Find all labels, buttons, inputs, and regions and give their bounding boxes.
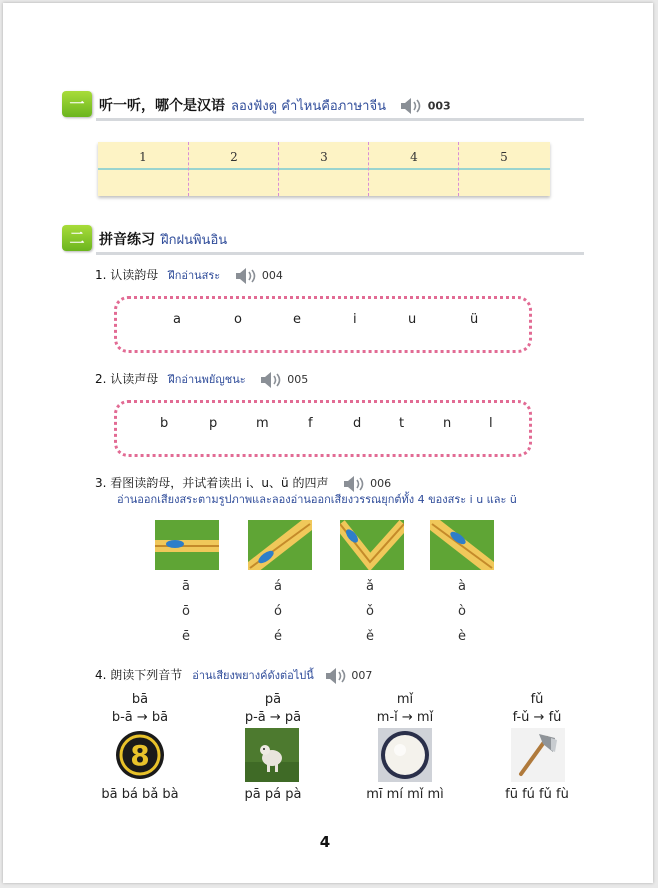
tone-vowel: ě xyxy=(366,629,374,644)
dog-photo xyxy=(245,728,299,782)
vowel-letter: a xyxy=(173,312,181,327)
syllable-top: fǔ xyxy=(530,692,544,707)
tone-vowel: ǒ xyxy=(366,604,374,619)
vowel-box xyxy=(114,296,532,353)
tone-vowel: ō xyxy=(182,604,190,619)
syllable-mi xyxy=(345,691,465,727)
consonant-letter: p xyxy=(209,416,218,431)
part-label: 1. 认读韵母 xyxy=(95,268,159,282)
syllable-rule: p-ā → pā xyxy=(244,710,302,725)
syllable-tones: mī mí mǐ mì xyxy=(366,787,444,802)
divider xyxy=(96,252,584,255)
tone-vowel: ò xyxy=(458,604,466,619)
speaker-icon[interactable] xyxy=(399,97,423,115)
answer-cell[interactable] xyxy=(278,142,369,196)
consonant-letter: t xyxy=(399,416,405,431)
answer-number: 2 xyxy=(230,150,238,164)
syllable-top: mǐ xyxy=(396,692,414,707)
part-thai: ฝึกอ่านสระ xyxy=(168,269,221,282)
falling-road-icon xyxy=(430,520,494,570)
part-label: 4. 朗读下列音节 xyxy=(95,668,183,682)
audio-track-number: 005 xyxy=(287,373,309,386)
tone-vowel: á xyxy=(274,579,282,594)
part-thai: อ่านเสียงพยางค์ดังต่อไปนี้ xyxy=(192,669,314,682)
vowel-letter: e xyxy=(293,312,301,327)
syllable-ba xyxy=(80,691,200,727)
consonant-letter: d xyxy=(353,416,362,431)
vowel-letter: u xyxy=(408,312,417,327)
page-number: 4 xyxy=(319,833,331,851)
consonant-letter: l xyxy=(489,416,493,431)
syllable-rule: m-ǐ → mǐ xyxy=(376,710,434,725)
audio-track-number: 003 xyxy=(427,99,451,113)
audio-track-number: 006 xyxy=(370,477,392,490)
speaker-icon[interactable] xyxy=(234,267,258,285)
title-chinese: 拼音练习 xyxy=(99,232,155,248)
section-title xyxy=(99,95,451,116)
syllable-tones: fū fú fǔ fù xyxy=(505,787,569,802)
part-4-heading xyxy=(95,666,372,685)
syllable-top: pā xyxy=(264,692,282,707)
answer-number: 1 xyxy=(139,150,147,164)
answer-cell[interactable] xyxy=(188,142,279,196)
answer-cell[interactable] xyxy=(98,142,188,196)
title-chinese: 听一听，哪个是汉语 xyxy=(99,98,225,114)
answer-strip xyxy=(98,142,550,196)
part-thai: ฝึกอ่านพยัญชนะ xyxy=(168,373,246,386)
syllable-tones: pā pá pà xyxy=(244,787,302,802)
rice-bowl-photo xyxy=(378,728,432,782)
rising-road-icon xyxy=(248,520,312,570)
tone-vowel: ǎ xyxy=(366,579,374,594)
tone-vowel: é xyxy=(274,629,282,644)
vowel-letter: ü xyxy=(470,312,479,327)
tone-vowel: ē xyxy=(182,629,190,644)
consonant-letter: b xyxy=(160,416,169,431)
part-2-heading xyxy=(95,370,308,389)
answer-cell[interactable] xyxy=(458,142,549,196)
speaker-icon[interactable] xyxy=(259,371,283,389)
syllable-top: bā xyxy=(131,692,149,707)
speaker-icon[interactable] xyxy=(324,667,348,685)
tone-vowel: à xyxy=(458,579,466,594)
section-2-header xyxy=(62,225,584,255)
number-eight-icon xyxy=(115,728,165,782)
section-title xyxy=(99,229,227,250)
audio-track-number: 007 xyxy=(351,669,373,682)
answer-number: 5 xyxy=(500,150,508,164)
section-badge: 一 xyxy=(62,91,92,117)
syllable-rule: f-ǔ → fǔ xyxy=(512,710,562,725)
part-label: 2. 认读声母 xyxy=(95,372,159,386)
consonant-letter: n xyxy=(443,416,452,431)
syllable-pa xyxy=(213,691,333,727)
section-1-header xyxy=(62,91,584,121)
part-3-thai: อ่านออกเสียงสระตามรูปภาพและลองอ่านออกเสียงวรรณยุกต์ทั้ง 4 ของสระ i u และ ü xyxy=(117,493,517,506)
syllable-fu xyxy=(477,691,597,727)
tone-vowel: ó xyxy=(274,604,282,619)
consonant-letter: f xyxy=(308,416,313,431)
answer-cell[interactable] xyxy=(368,142,459,196)
tone-vowel: è xyxy=(458,629,466,644)
syllable-tones: bā bá bǎ bà xyxy=(101,787,179,802)
section-badge: 二 xyxy=(62,225,92,251)
title-thai: ฝึกฝนพินอิน xyxy=(161,233,228,248)
flat-road-icon xyxy=(155,520,219,570)
vowel-letter: o xyxy=(234,312,242,327)
tone-vowel: ā xyxy=(182,579,190,594)
consonant-letter: m xyxy=(256,416,269,431)
part-1-heading xyxy=(95,266,283,285)
axe-photo xyxy=(511,728,565,782)
part-label: 3. 看图读韵母，并试着读出 i、u、ü 的四声 xyxy=(95,476,329,490)
audio-track-number: 004 xyxy=(261,269,283,282)
consonant-box xyxy=(114,400,532,457)
answer-number: 4 xyxy=(410,150,418,164)
title-thai: ลองฟังดู คำไหนคือภาษาจีน xyxy=(231,99,386,114)
syllable-rule: b-ā → bā xyxy=(111,710,169,725)
dip-rise-road-icon xyxy=(340,520,404,570)
svg-text:8: 8 xyxy=(130,739,150,772)
vowel-letter: i xyxy=(353,312,357,327)
divider xyxy=(96,118,584,121)
answer-number: 3 xyxy=(320,150,328,164)
